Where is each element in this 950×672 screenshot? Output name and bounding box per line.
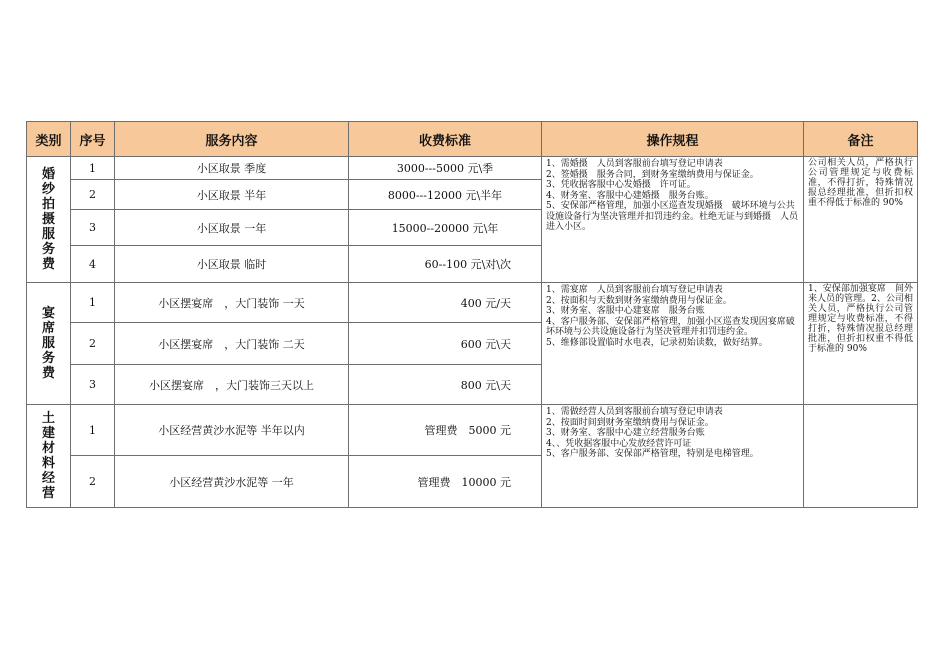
fee-standard: 管理费 5000 元: [349, 405, 542, 456]
remarks-cell: 1、安保部加强宴席 间外来人员的管理。2、公司相关人员，严格执行公司管理规定与收费标准，不得打折，特殊情况报总经理批准，但折扣权重不得低于标准的 90%: [804, 283, 918, 405]
category-cell: 土建材料经营: [27, 405, 71, 508]
row-number: 1: [71, 157, 115, 180]
procedure-cell: 1、需做经营人员到客服前台填写登记申请表 2、按面时间到财务室缴纳费用与保证金。 3、财务室、客服中心建立经营服务台账 4、、凭收据客服中心发放经营许可证 5、客户服务部、安保部严格管理，特别是电梯管理。: [542, 405, 804, 508]
header-row: [27, 122, 918, 157]
remarks-cell: [804, 405, 918, 508]
fee-standard: 400 元/天: [349, 283, 542, 323]
service-content: 小区经营黄沙水泥等 一年: [115, 456, 349, 508]
header-service: 服务内容: [115, 122, 349, 157]
service-content: 小区取景 半年: [115, 180, 349, 210]
row-number: 2: [71, 323, 115, 365]
service-content: 小区经营黄沙水泥等 半年以内: [115, 405, 349, 456]
service-content: 小区摆宴席 ，大门装饰 一天: [115, 283, 349, 323]
table-row: [27, 283, 918, 323]
remarks-cell: 公司相关人员，严格执行公司管理规定与收费标准，不得打折，特殊情况报总经理批准，但折扣权重不得低于标准的 90%: [804, 157, 918, 283]
service-content: 小区取景 临时: [115, 246, 349, 283]
header-fee: 收费标准: [349, 122, 542, 157]
header-procedure: 操作规程: [542, 122, 804, 157]
fee-standard: 15000--20000 元\年: [349, 210, 542, 246]
service-content: 小区摆宴席 ，大门装饰 二天: [115, 323, 349, 365]
table-row: [27, 157, 918, 180]
header-number: 序号: [71, 122, 115, 157]
row-number: 1: [71, 405, 115, 456]
fee-standard: 8000---12000 元\半年: [349, 180, 542, 210]
table-row: [27, 405, 918, 456]
service-content: 小区取景 一年: [115, 210, 349, 246]
service-content: 小区取景 季度: [115, 157, 349, 180]
row-number: 3: [71, 210, 115, 246]
procedure-cell: 1、需婚摄 人员到客服前台填写登记申请表 2、签婚摄 服务合同，到财务室缴纳费用与保证金。 3、凭收据客服中心发婚摄 许可证。 4、财务室、客服中心建婚摄 服务台账。 5、安保部严格管理，加强小区巡查发现婚摄 破坏环境与公共设施设备行为坚决管理并扣罚违约金。杜绝无证与到婚摄 人员进入小区。: [542, 157, 804, 283]
procedure-cell: 1、需宴席 人员到客服前台填写登记申请表 2、按面积与天数到财务室缴纳费用与保证金。 3、财务室、客服中心建宴席 服务台账 4、客户服务部、安保部严格管理，加强小区巡查发现因宴席破坏环境与公共设施设备行为坚决管理并扣罚违约金。 5、维修部设置临时水电表，记录初始读数，做好结算。: [542, 283, 804, 405]
fee-standard: 60--100 元\对\次: [349, 246, 542, 283]
row-number: 3: [71, 365, 115, 405]
row-number: 2: [71, 456, 115, 508]
header-remarks: 备注: [804, 122, 918, 157]
category-cell: 宴席服务费: [27, 283, 71, 405]
service-content: 小区摆宴席 ，大门装饰三天以上: [115, 365, 349, 405]
category-cell: 婚纱拍摄服务费: [27, 157, 71, 283]
fee-standard: 600 元\天: [349, 323, 542, 365]
row-number: 2: [71, 180, 115, 210]
fee-standard: 管理费 10000 元: [349, 456, 542, 508]
header-category: 类别: [27, 122, 71, 157]
row-number: 1: [71, 283, 115, 323]
fee-table: [26, 121, 918, 508]
fee-standard: 3000---5000 元\季: [349, 157, 542, 180]
row-number: 4: [71, 246, 115, 283]
fee-standard: 800 元\天: [349, 365, 542, 405]
